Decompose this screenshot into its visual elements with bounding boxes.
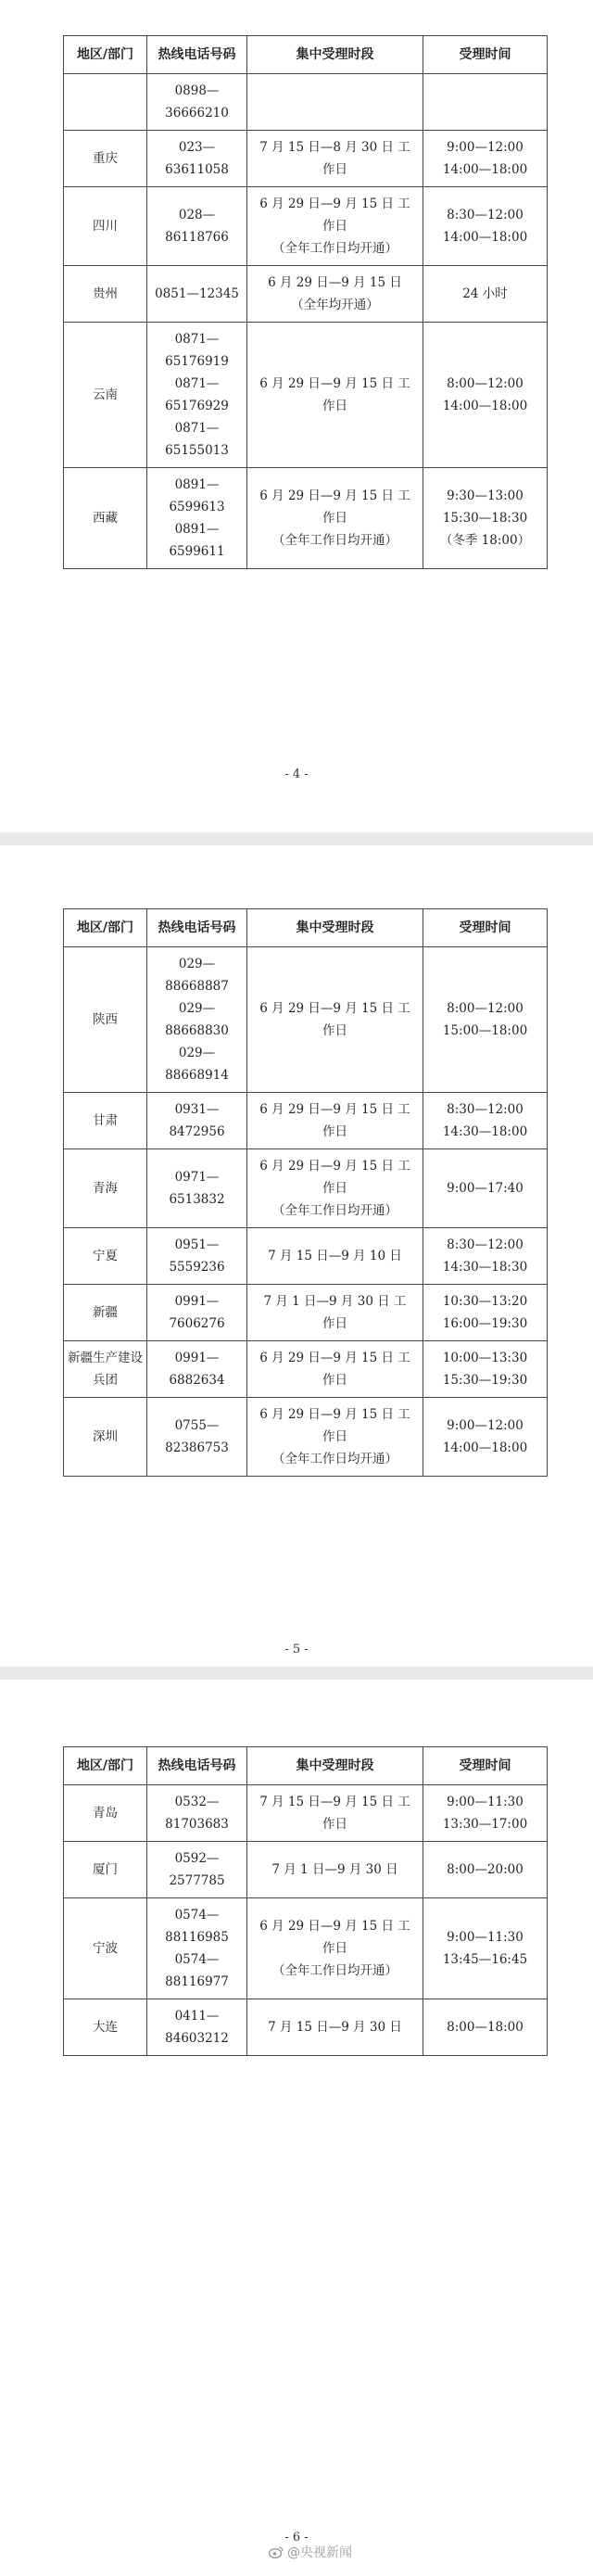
cell-line: 65176929	[165, 399, 229, 413]
column-header: 热线电话号码	[147, 1747, 247, 1785]
cell-line: 作日	[322, 511, 347, 526]
phone-cell	[147, 1285, 247, 1341]
cell-line: 65155013	[165, 443, 229, 458]
cell-line: （全年工作日均开通）	[272, 533, 397, 548]
cell-line: 16:00—19:30	[442, 1316, 528, 1331]
table-row	[64, 1842, 548, 1898]
phone-cell	[147, 131, 247, 187]
cell-line: 15:30—18:30	[442, 511, 528, 526]
cell-line: 作日	[322, 162, 347, 177]
cell-line: 0898—	[174, 83, 220, 98]
cell-line: 15:00—18:00	[442, 1023, 528, 1038]
region-cell: 新疆	[64, 1285, 147, 1341]
hours-cell	[423, 1228, 548, 1285]
cell-line: 36666210	[165, 106, 229, 121]
table-row	[64, 323, 548, 468]
cell-line: 88668830	[165, 1023, 229, 1038]
page-separator	[0, 1667, 593, 1680]
cell-line: 029—	[178, 1046, 216, 1060]
period-cell	[247, 1898, 423, 1999]
phone-cell	[147, 266, 247, 323]
cell-line: 作日	[322, 1373, 347, 1388]
cell-line: 13:30—17:00	[442, 1817, 528, 1832]
cell-line: （全年工作日均开通）	[272, 241, 397, 256]
cell-line: 86118766	[165, 230, 229, 245]
hotline-table	[63, 35, 548, 569]
region-cell: 陕西	[64, 947, 147, 1093]
cell-line: 7 月 1 日—9 月 30 日	[271, 1862, 398, 1877]
phone-cell	[147, 1149, 247, 1228]
period-cell	[247, 1093, 423, 1149]
cell-line: 作日	[322, 219, 347, 234]
cell-line: 14:00—18:00	[442, 399, 528, 413]
period-cell	[247, 323, 423, 468]
page-separator	[0, 832, 593, 845]
cell-line: 作日	[322, 1429, 347, 1444]
table-header-row	[64, 909, 548, 947]
period-cell	[247, 947, 423, 1093]
hours-cell	[423, 187, 548, 266]
phone-cell	[147, 1228, 247, 1285]
column-header: 地区/部门	[64, 909, 147, 947]
column-header: 受理时间	[423, 36, 548, 74]
hours-cell	[423, 266, 548, 323]
cell-line: 6 月 29 日—9 月 15 日 工	[259, 1351, 410, 1365]
region-cell: 重庆	[64, 131, 147, 187]
cell-line: 7 月 1 日—9 月 30 日 工	[263, 1294, 407, 1309]
phone-cell	[147, 1398, 247, 1477]
period-cell	[247, 1785, 423, 1842]
hours-cell	[423, 1149, 548, 1228]
document-page-4	[0, 0, 593, 832]
table-row	[64, 1999, 548, 2056]
cell-line: 0991—	[174, 1351, 220, 1365]
table-row	[64, 1228, 548, 1285]
table-row	[64, 1093, 548, 1149]
hours-cell	[423, 131, 548, 187]
column-header: 受理时间	[423, 1747, 548, 1785]
cell-line: 6 月 29 日—9 月 15 日 工	[259, 489, 410, 503]
cell-line: 028—	[178, 208, 216, 222]
cell-line: 9:00—17:40	[447, 1181, 524, 1196]
cell-line: 88116985	[165, 1930, 229, 1945]
cell-line: 0871—	[174, 376, 220, 391]
column-header: 热线电话号码	[147, 909, 247, 947]
column-header: 受理时间	[423, 909, 548, 947]
table-header-row	[64, 1747, 548, 1785]
cell-line: 0951—	[174, 1237, 220, 1252]
hours-cell	[423, 74, 548, 131]
cell-line: 8:00—12:00	[447, 376, 524, 391]
cell-line: 023—	[178, 140, 216, 155]
phone-cell	[147, 1842, 247, 1898]
period-cell	[247, 266, 423, 323]
cell-line: 作日	[322, 1124, 347, 1139]
phone-cell	[147, 468, 247, 569]
page-number: - 5 -	[284, 1643, 309, 1656]
cell-line: 2577785	[169, 1873, 225, 1888]
cell-line: 6 月 29 日—9 月 15 日 工	[259, 1001, 410, 1016]
table-row	[64, 1149, 548, 1228]
phone-cell	[147, 1999, 247, 2056]
period-cell	[247, 74, 423, 131]
cell-line: 作日	[322, 1316, 347, 1331]
cell-line: 029—	[178, 957, 216, 971]
cell-line: 8:30—12:00	[447, 1102, 524, 1117]
cell-line: 81703683	[165, 1817, 229, 1832]
cell-line: 7 月 15 日—9 月 10 日	[268, 1249, 402, 1263]
phone-cell	[147, 1341, 247, 1398]
cell-line: 作日	[322, 1941, 347, 1956]
cell-line: 0891—	[174, 522, 220, 537]
table-row	[64, 468, 548, 569]
cell-line: 88116977	[165, 1974, 229, 1989]
cell-line: （冬季 18:00）	[439, 533, 531, 548]
cell-line: 0592—	[174, 1851, 220, 1866]
column-header: 热线电话号码	[147, 36, 247, 74]
cell-line: 029—	[178, 1001, 216, 1016]
phone-cell	[147, 323, 247, 468]
cell-line: 14:30—18:30	[442, 1260, 528, 1275]
hours-cell	[423, 1999, 548, 2056]
region-cell: 宁波	[64, 1898, 147, 1999]
cell-line: （全年工作日均开通）	[272, 1203, 397, 1218]
cell-line: 0931—	[174, 1102, 220, 1117]
cell-line: 9:00—11:30	[447, 1795, 524, 1809]
period-cell	[247, 187, 423, 266]
region-cell: 深圳	[64, 1398, 147, 1477]
phone-cell	[147, 187, 247, 266]
region-cell: 贵州	[64, 266, 147, 323]
hours-cell	[423, 1898, 548, 1999]
period-cell	[247, 1842, 423, 1898]
region-cell: 西藏	[64, 468, 147, 569]
table-row	[64, 1398, 548, 1477]
hotline-table	[63, 1746, 548, 2056]
watermark-text: @央视新闻	[287, 2545, 352, 2560]
cell-line: （全年工作日均开通）	[272, 1963, 397, 1978]
table-row	[64, 1285, 548, 1341]
hours-cell	[423, 1093, 548, 1149]
cell-line: 88668914	[165, 1068, 229, 1083]
hours-cell	[423, 1341, 548, 1398]
cell-line: 6599613	[169, 500, 225, 514]
cell-line: 9:00—11:30	[447, 1930, 524, 1945]
cell-line: 10:30—13:20	[442, 1294, 528, 1309]
region-cell: 新疆生产建设兵团	[64, 1341, 147, 1398]
hours-cell	[423, 1842, 548, 1898]
cell-line: 15:30—19:30	[442, 1373, 528, 1388]
column-header: 地区/部门	[64, 1747, 147, 1785]
region-cell: 青海	[64, 1149, 147, 1228]
hours-cell	[423, 1785, 548, 1842]
column-header: 集中受理时段	[247, 36, 423, 74]
cell-line: 5559236	[169, 1260, 225, 1275]
cell-line: 13:45—16:45	[442, 1952, 528, 1967]
region-cell	[64, 74, 147, 131]
watermark	[269, 2543, 352, 2561]
hours-cell	[423, 468, 548, 569]
cell-line: 65176919	[165, 354, 229, 369]
column-header: 集中受理时段	[247, 909, 423, 947]
cell-line: 24 小时	[462, 286, 508, 301]
cell-line: 8:30—12:00	[447, 208, 524, 222]
region-cell: 宁夏	[64, 1228, 147, 1285]
region-cell: 四川	[64, 187, 147, 266]
table-row	[64, 74, 548, 131]
cell-line: 6 月 29 日—9 月 15 日 工	[259, 1102, 410, 1117]
cell-line: 63611058	[165, 162, 229, 177]
region-cell: 大连	[64, 1999, 147, 2056]
hotline-table	[63, 908, 548, 1477]
table-row	[64, 1785, 548, 1842]
hours-cell	[423, 1398, 548, 1477]
period-cell	[247, 1228, 423, 1285]
weibo-logo-icon	[269, 2545, 284, 2558]
region-cell: 青岛	[64, 1785, 147, 1842]
page-number: - 6 -	[284, 2531, 309, 2544]
cell-line: 0411—	[174, 2009, 220, 2024]
cell-line: 6513832	[169, 1192, 225, 1207]
cell-line: 0871—	[174, 421, 220, 436]
column-header: 集中受理时段	[247, 1747, 423, 1785]
cell-line: 0532—	[174, 1795, 220, 1809]
document-page-5	[0, 845, 593, 1667]
cell-line: 6 月 29 日—9 月 15 日	[268, 275, 402, 290]
table-row	[64, 187, 548, 266]
cell-line: 0891—	[174, 477, 220, 492]
cell-line: 9:00—12:00	[447, 140, 524, 155]
cell-line: 0574—	[174, 1952, 220, 1967]
period-cell	[247, 1398, 423, 1477]
cell-line: 0871—	[174, 332, 220, 347]
phone-cell	[147, 947, 247, 1093]
cell-line: 作日	[322, 1181, 347, 1196]
cell-line: 作日	[322, 1023, 347, 1038]
cell-line: 88668887	[165, 979, 229, 994]
hours-cell	[423, 1285, 548, 1341]
cell-line: 0755—	[174, 1418, 220, 1433]
cell-line: 9:30—13:00	[447, 489, 524, 503]
hours-cell	[423, 323, 548, 468]
period-cell	[247, 1149, 423, 1228]
cell-line: （全年工作日均开通）	[272, 1452, 397, 1466]
region-cell: 云南	[64, 323, 147, 468]
table-row	[64, 131, 548, 187]
period-cell	[247, 1999, 423, 2056]
cell-line: 6 月 29 日—9 月 15 日 工	[259, 197, 410, 211]
cell-line: 7 月 15 日—9 月 15 日 工	[259, 1795, 410, 1809]
cell-line: 8:00—20:00	[447, 1862, 524, 1877]
cell-line: 作日	[322, 1817, 347, 1832]
cell-line: 14:00—18:00	[442, 162, 528, 177]
cell-line: 8:00—12:00	[447, 1001, 524, 1016]
period-cell	[247, 1285, 423, 1341]
table-row	[64, 266, 548, 323]
cell-line: 10:00—13:30	[442, 1351, 528, 1365]
cell-line: 0991—	[174, 1294, 220, 1309]
cell-line: 8472956	[169, 1124, 225, 1139]
hours-cell	[423, 947, 548, 1093]
table-row	[64, 1898, 548, 1999]
phone-cell	[147, 74, 247, 131]
table-row	[64, 1341, 548, 1398]
period-cell	[247, 468, 423, 569]
cell-line: 0851—12345	[155, 286, 239, 301]
cell-line: 8:30—12:00	[447, 1237, 524, 1252]
document-page-6	[0, 1680, 593, 2576]
cell-line: 82386753	[165, 1440, 229, 1455]
cell-line: 8:00—18:00	[447, 2020, 524, 2035]
phone-cell	[147, 1898, 247, 1999]
cell-line: 6 月 29 日—9 月 15 日 工	[259, 1919, 410, 1934]
cell-line: 0574—	[174, 1908, 220, 1922]
cell-line: 7 月 15 日—9 月 30 日	[268, 2020, 402, 2035]
cell-line: 14:30—18:00	[442, 1124, 528, 1139]
page-number: - 4 -	[284, 768, 309, 781]
cell-line: 作日	[322, 399, 347, 413]
cell-line: 6 月 29 日—9 月 15 日 工	[259, 1159, 410, 1174]
cell-line: 7 月 15 日—8 月 30 日 工	[259, 140, 410, 155]
cell-line: 7606276	[169, 1316, 225, 1331]
phone-cell	[147, 1093, 247, 1149]
period-cell	[247, 1341, 423, 1398]
cell-line: 6 月 29 日—9 月 15 日 工	[259, 376, 410, 391]
cell-line: （全年均开通）	[291, 298, 379, 312]
column-header: 地区/部门	[64, 36, 147, 74]
cell-line: 14:00—18:00	[442, 1440, 528, 1455]
table-header-row	[64, 36, 548, 74]
cell-line: 0971—	[174, 1170, 220, 1185]
region-cell: 厦门	[64, 1842, 147, 1898]
table-row	[64, 947, 548, 1093]
period-cell	[247, 131, 423, 187]
cell-line: 14:00—18:00	[442, 230, 528, 245]
cell-line: 9:00—12:00	[447, 1418, 524, 1433]
phone-cell	[147, 1785, 247, 1842]
region-cell: 甘肃	[64, 1093, 147, 1149]
cell-line: 6599611	[169, 544, 225, 559]
cell-line: 6882634	[169, 1373, 225, 1388]
cell-line: 84603212	[165, 2031, 229, 2046]
cell-line: 6 月 29 日—9 月 15 日 工	[259, 1407, 410, 1422]
